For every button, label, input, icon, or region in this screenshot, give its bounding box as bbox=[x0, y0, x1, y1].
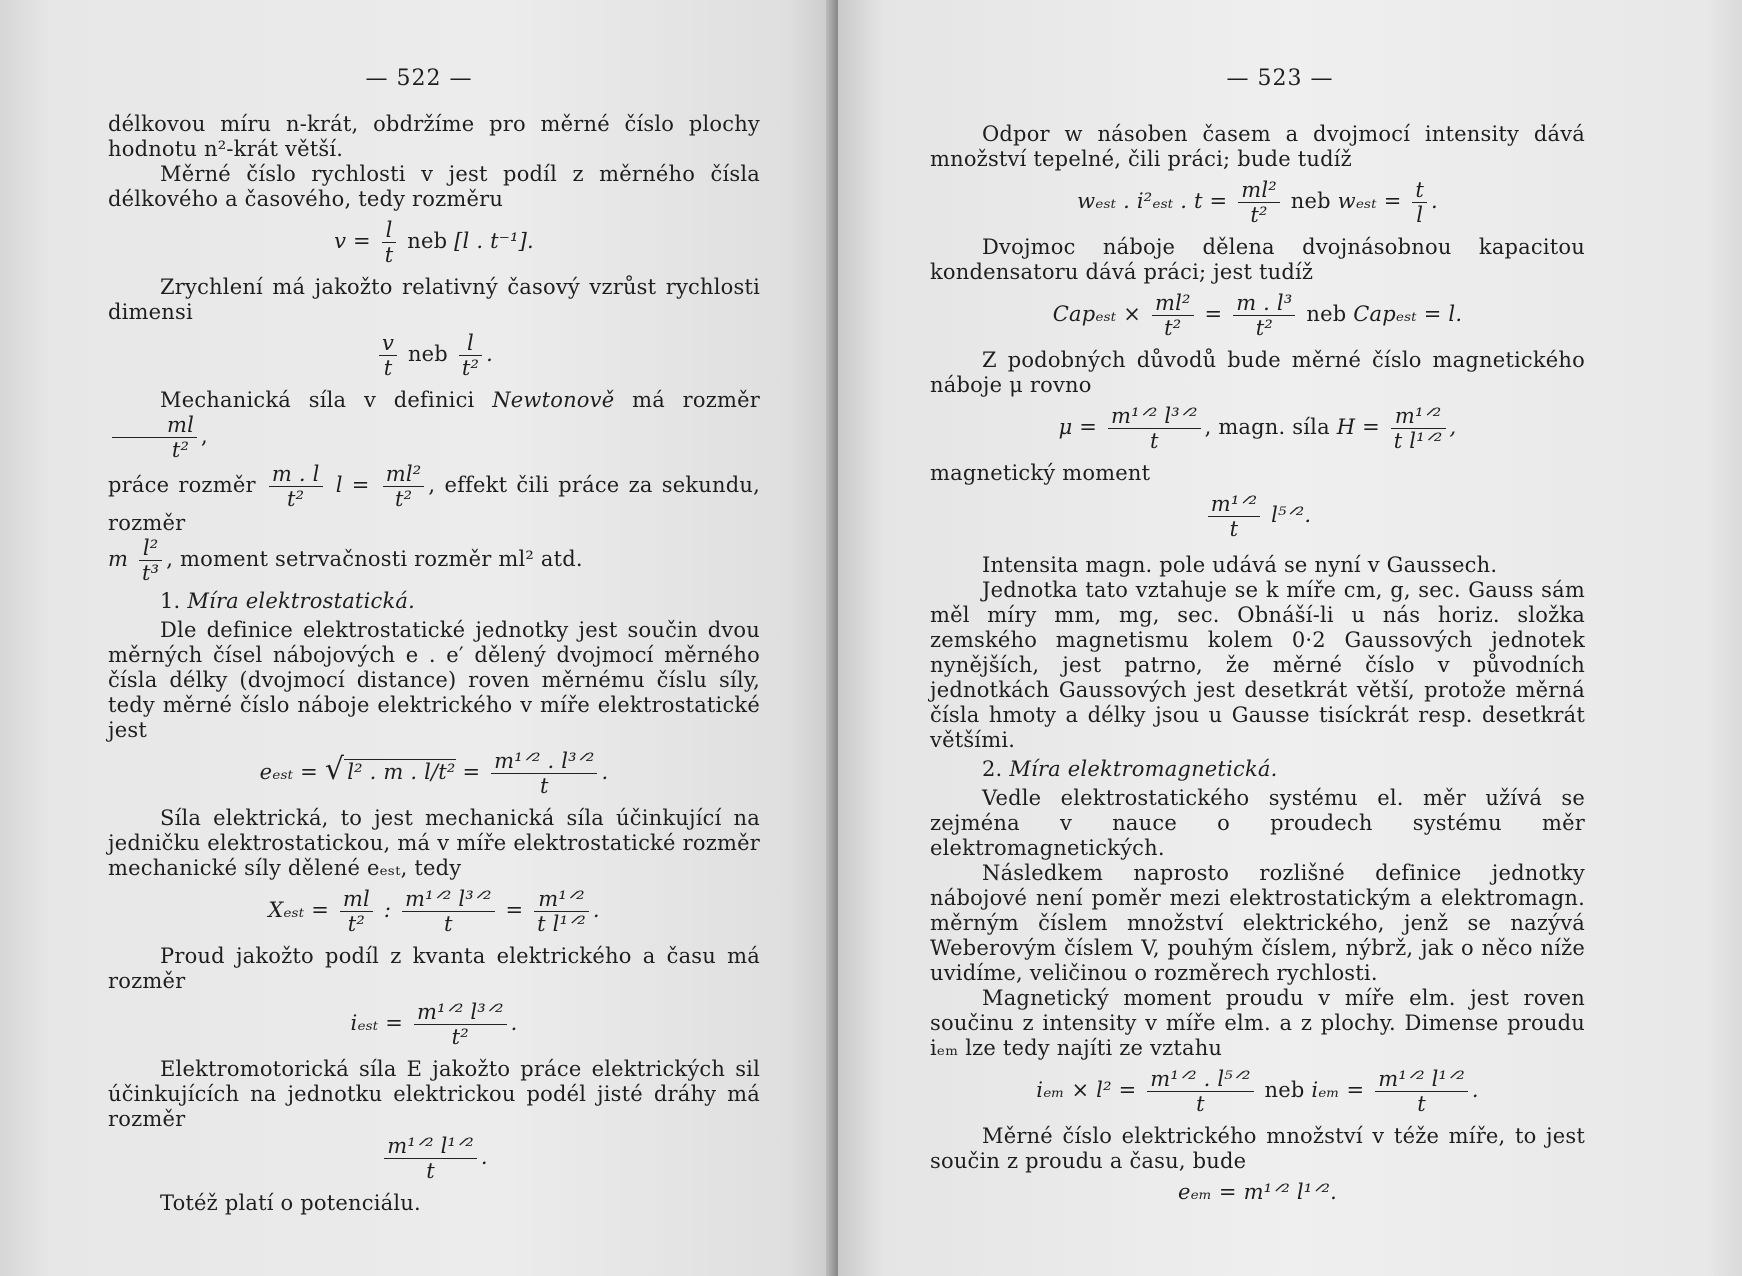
text-run: , effekt čili práce za sekundu, rozměr bbox=[108, 473, 760, 535]
text-italic: Newtonově bbox=[492, 388, 615, 412]
paragraph-moment bbox=[108, 536, 760, 585]
formula-term: wₑₛₜ = bbox=[1337, 189, 1402, 213]
denominator: t² bbox=[461, 356, 480, 380]
fraction bbox=[1375, 1067, 1468, 1116]
numerator: l bbox=[382, 218, 397, 243]
fraction bbox=[383, 462, 425, 511]
denominator: t² bbox=[287, 487, 305, 511]
denominator: t bbox=[426, 1159, 435, 1183]
formula-term: . bbox=[601, 760, 609, 784]
numerator: m¹ᐟ² l³ᐟ² bbox=[402, 887, 495, 912]
section-title: Míra elektrostatická. bbox=[187, 589, 415, 613]
paragraph: Totéž platí o potenciálu. bbox=[160, 1191, 421, 1215]
fraction bbox=[1233, 291, 1295, 340]
paragraph: Intensita magn. pole udává se nyní v Gaussech. bbox=[982, 553, 1498, 577]
paragraph: Měrné číslo rychlosti v jest podíl z měrného čísla délkového a časového, tedy rozměru bbox=[108, 162, 760, 211]
denominator: t bbox=[539, 774, 549, 798]
section-heading bbox=[930, 757, 1585, 782]
page-number-right: — 523 — bbox=[1226, 66, 1334, 91]
fraction bbox=[379, 331, 397, 380]
numerator: m¹ᐟ² bbox=[1391, 404, 1446, 429]
formula-term: l = bbox=[335, 473, 370, 497]
numerator: m¹ᐟ² . l⁵ᐟ² bbox=[1147, 1067, 1253, 1092]
formula-term: eₑₛₜ = bbox=[259, 760, 318, 784]
denominator: t bbox=[443, 912, 453, 936]
paragraph: Z podobných důvodů bude měrné číslo magnetického náboje μ rovno bbox=[930, 348, 1585, 397]
formula-term: , bbox=[1449, 415, 1457, 439]
denominator: t² bbox=[1255, 316, 1273, 340]
page-number-left: — 522 — bbox=[365, 66, 473, 91]
fraction bbox=[340, 887, 373, 936]
right-page bbox=[838, 0, 1742, 1276]
denominator: t bbox=[1196, 1092, 1205, 1116]
denominator: t l¹ᐟ² bbox=[1393, 429, 1443, 453]
formula-word: neb bbox=[1264, 1078, 1305, 1102]
paragraph: Následkem naprosto rozlišné definice jednotky nábojové není poměr mezi elektrostatickým a elektromagn. měrným číslem množství elektrického, jenž se nazývá Weberovým číslem V, pouhým číslem, nýbrž, jak o něco níže uvidíme, veličinou o rozměrech rychlosti. bbox=[930, 861, 1585, 985]
formula-term: = bbox=[505, 898, 524, 922]
paragraph: Elektromotorická síla E jakožto práce elektrických sil účinkujících na jednotku elektrickou podél jisté dráhy má rozměr bbox=[108, 1057, 760, 1131]
numerator: m¹ᐟ² l³ᐟ² bbox=[1108, 404, 1201, 429]
formula-capacity bbox=[930, 291, 1585, 340]
formula-field bbox=[108, 887, 760, 936]
denominator: t bbox=[384, 243, 394, 267]
denominator: l bbox=[1416, 203, 1424, 227]
formula-word: neb bbox=[1290, 189, 1331, 213]
fraction bbox=[382, 218, 397, 267]
fraction bbox=[269, 462, 323, 511]
formula-charge bbox=[108, 749, 760, 798]
fraction bbox=[491, 749, 597, 798]
left-page-body bbox=[108, 112, 760, 1216]
formula-term: Capₑₛₜ × bbox=[1052, 302, 1142, 326]
numerator: ml² bbox=[1238, 178, 1280, 203]
denominator: t bbox=[383, 356, 393, 380]
numerator: t bbox=[1412, 178, 1427, 203]
numerator: m¹ᐟ² bbox=[1208, 492, 1260, 517]
denominator: t² bbox=[394, 487, 413, 511]
formula-velocity bbox=[108, 218, 760, 267]
text-run: Mechanická síla v definici bbox=[160, 388, 475, 412]
paragraph: Dle definice elektrostatické jednotky jest součin dvou měrných čísel nábojových e . e′ dělený dvojmocí měrného čísla délky (dvojmocí distance) roven měrnému číslu síly, tedy měrné číslo náboje elektrického v míře elektrostatické jest bbox=[108, 618, 760, 742]
formula-term: . bbox=[510, 1011, 518, 1035]
formula-term: iₑₛₜ = bbox=[350, 1011, 404, 1035]
formula-term: . bbox=[592, 898, 600, 922]
formula-resistance bbox=[930, 178, 1585, 227]
formula-emf bbox=[108, 1134, 760, 1183]
formula-term: H = bbox=[1336, 415, 1380, 439]
section-title: Míra elektromagnetická. bbox=[1009, 757, 1278, 781]
section-number: 2. bbox=[982, 757, 1003, 781]
paragraph: Zrychlení má jakožto relativný časový vzrůst rychlosti dimensi bbox=[108, 275, 760, 324]
paragraph: magnetický moment bbox=[930, 461, 1151, 485]
text-run: práce rozměr bbox=[108, 473, 256, 497]
paragraph: Jednotka tato vztahuje se k míře cm, g, sec. Gauss sám měl míry mm, mg, sec. Obnáší-li u nás horiz. složka zemského magnetismu kolem 0·2 Gaussových jednotek nynějších, jest patrno, že měrné číslo v původních jednotkách Gaussových jest desetkrát větší, protože měrná čísla hmoty a délky jsou u Gausse tisíckrát resp. desetkrát většími. bbox=[930, 578, 1585, 752]
fraction bbox=[1108, 404, 1201, 453]
formula-term: wₑₛₜ . i²ₑₛₜ . t = bbox=[1077, 189, 1228, 213]
formula-current bbox=[108, 1000, 760, 1049]
formula-acceleration bbox=[108, 331, 760, 380]
numerator: l bbox=[459, 331, 482, 356]
section-heading bbox=[108, 589, 760, 614]
formula-term: m bbox=[108, 547, 129, 571]
text-run: , moment setrvačnosti rozměr ml² atd. bbox=[166, 547, 583, 571]
fraction bbox=[1152, 291, 1194, 340]
fraction bbox=[1208, 492, 1260, 541]
denominator: t² bbox=[451, 1025, 469, 1049]
fraction bbox=[112, 413, 197, 462]
numerator: m¹ᐟ² . l³ᐟ² bbox=[491, 749, 597, 774]
denominator: t bbox=[1229, 517, 1239, 541]
formula-term: iₑₘ = bbox=[1311, 1078, 1365, 1102]
paragraph: Odpor w násoben časem a dvojmocí intensity dává množství tepelné, čili práci; bude tudíž bbox=[930, 122, 1585, 171]
fraction bbox=[1412, 178, 1427, 227]
formula-term: [l . t⁻¹]. bbox=[454, 229, 534, 253]
fraction bbox=[402, 887, 495, 936]
fraction bbox=[384, 1134, 477, 1183]
numerator: ml bbox=[112, 413, 197, 438]
numerator: m¹ᐟ² l¹ᐟ² bbox=[384, 1134, 477, 1159]
paragraph: Měrné číslo elektrického množství v téže míře, to jest součin z proudu a času, bude bbox=[930, 1124, 1585, 1173]
formula-term: v = bbox=[334, 229, 371, 253]
denominator: t³ bbox=[142, 561, 160, 585]
numerator: m . l bbox=[269, 462, 323, 487]
denominator: t² bbox=[1250, 203, 1268, 227]
numerator: l² bbox=[139, 536, 162, 561]
formula-term: = bbox=[462, 760, 481, 784]
formula-term: μ = bbox=[1058, 415, 1098, 439]
text-run: má rozměr bbox=[632, 388, 760, 412]
formula-term: . bbox=[480, 1145, 488, 1169]
formula-word: neb bbox=[407, 229, 448, 253]
formula-em-charge bbox=[930, 1180, 1585, 1205]
formula-term: : bbox=[383, 898, 392, 922]
formula-term: = bbox=[1204, 302, 1223, 326]
section-number: 1. bbox=[160, 589, 181, 613]
denominator: t² bbox=[347, 912, 366, 936]
denominator: t bbox=[1417, 1092, 1426, 1116]
numerator: ml bbox=[340, 887, 373, 912]
fraction bbox=[1238, 178, 1280, 227]
formula-term: l⁵ᐟ². bbox=[1271, 503, 1312, 527]
formula-magnetic-charge bbox=[930, 404, 1585, 453]
fraction bbox=[414, 1000, 507, 1049]
formula-word: neb bbox=[407, 342, 448, 366]
paragraph: Dvojmoc náboje dělena dvojnásobnou kapacitou kondensatoru dává práci; jest tudíž bbox=[930, 235, 1585, 284]
paragraph: Proud jakožto podíl z kvanta elektrického a času má rozměr bbox=[108, 944, 760, 993]
fraction bbox=[139, 536, 162, 585]
denominator: t² bbox=[1164, 316, 1182, 340]
paragraph: Magnetický moment proudu v míře elm. jest roven součinu z intensity v míře elm. a z plochy. Dimense proudu iₑₘ lze tedy najíti ze vztahu bbox=[930, 986, 1585, 1060]
formula-term: eₑₘ = m¹ᐟ² l¹ᐟ². bbox=[1177, 1180, 1338, 1204]
formula-term: Capₑₛₜ = l. bbox=[1353, 302, 1463, 326]
formula-term: . bbox=[486, 342, 493, 366]
numerator: ml² bbox=[383, 462, 425, 487]
numerator: v bbox=[379, 331, 397, 356]
numerator: m . l³ bbox=[1233, 291, 1295, 316]
right-page-body bbox=[930, 122, 1585, 1213]
denominator: t² bbox=[171, 438, 190, 462]
formula-term: Xₑₛₜ = bbox=[268, 898, 330, 922]
numerator: m¹ᐟ² l¹ᐟ² bbox=[1375, 1067, 1468, 1092]
formula-term: iₑₘ × l² = bbox=[1036, 1078, 1137, 1102]
sqrt-icon: √ bbox=[324, 752, 345, 787]
paragraph: Vedle elektrostatického systému el. měr užívá se zejména v nauce o proudech systému měr elektromagnetických. bbox=[930, 786, 1585, 860]
fraction bbox=[1391, 404, 1446, 453]
numerator: m¹ᐟ² bbox=[534, 887, 589, 912]
formula-radicand: l² . m . l/t² bbox=[344, 759, 455, 784]
formula-magnetic-moment bbox=[930, 492, 1585, 541]
paragraph-work bbox=[108, 462, 760, 536]
formula-term: . bbox=[1431, 189, 1438, 213]
numerator: ml² bbox=[1152, 291, 1194, 316]
denominator: t l¹ᐟ² bbox=[537, 912, 586, 936]
fraction bbox=[534, 887, 589, 936]
formula-word: neb bbox=[1306, 302, 1347, 326]
fraction bbox=[459, 331, 482, 380]
formula-term: . bbox=[1471, 1078, 1479, 1102]
denominator: t bbox=[1149, 429, 1159, 453]
numerator: m¹ᐟ² l³ᐟ² bbox=[414, 1000, 507, 1025]
paragraph: délkovou míru n-krát, obdržíme pro měrné číslo plochy hodnotu n²-krát větší. bbox=[108, 112, 760, 161]
formula-em-current bbox=[930, 1067, 1585, 1116]
paragraph: Síla elektrická, to jest mechanická síla účinkující na jedničku elektrostatickou, má v míře elektrostatické rozměr mechanické síly dělené eₑₛₜ, tedy bbox=[108, 806, 760, 880]
left-page bbox=[0, 0, 838, 1276]
paragraph-force: Mechanická síla v definici Newtonově má rozměr $\frac{ml}{\text{t²}}$ , bbox=[108, 388, 760, 462]
fraction bbox=[1147, 1067, 1253, 1116]
formula-word: , magn. síla bbox=[1204, 415, 1330, 439]
